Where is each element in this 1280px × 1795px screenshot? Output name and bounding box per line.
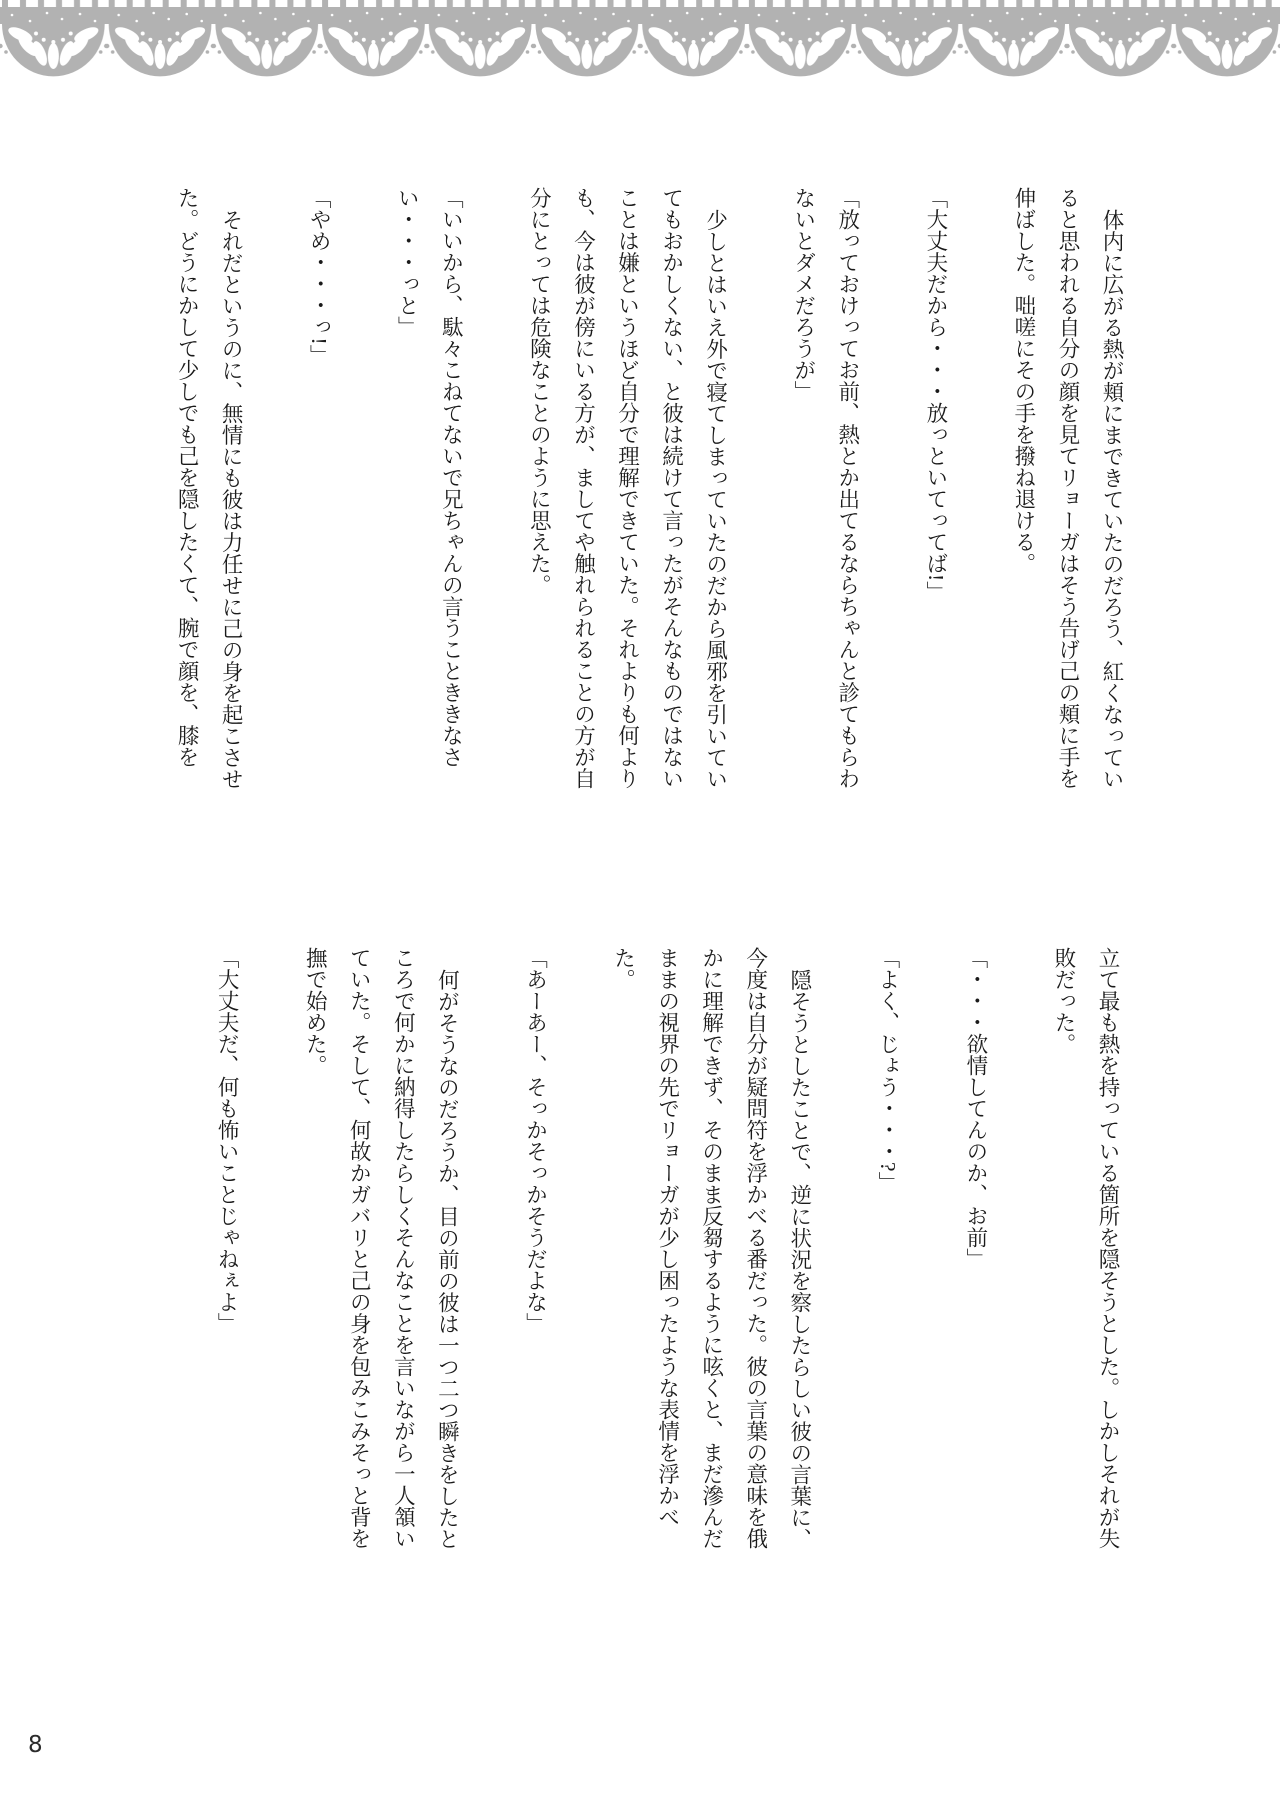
paragraph-dialogue: 「いいから、駄々こねてないで兄ちゃんの言うことききなさい・・・っと」 <box>395 187 464 768</box>
paragraph-dialogue: 「大丈夫だ、何も怖いことじゃねぇよ」 <box>215 947 240 1334</box>
page-number: 8 <box>28 1732 43 1758</box>
upper-text-block <box>165 187 1134 793</box>
lace-border-graphic <box>0 0 1280 80</box>
paragraph-dialogue: 「あーあー、そっかそっかそうだよな」 <box>523 947 548 1334</box>
paragraph-narration: それだというのに、無情にも彼は力任せに己の身を起こさせた。どうにかして少しでも己を隠したくて、腕で顔を、膝を <box>175 187 244 789</box>
paragraph-dialogue: 「・・・欲情してんのか、お前」 <box>963 947 988 1270</box>
paragraph-dialogue: 「大丈夫だから・・・放っといてってば!」 <box>923 187 948 603</box>
paragraph-dialogue: 「よく、じょう・・・?」 <box>875 947 900 1194</box>
paragraph-dialogue: 「放っておけってお前、熱とか出てるならちゃんと診てもらわないとダメだろうが」 <box>791 187 860 789</box>
lower-text-block <box>205 947 1130 1553</box>
lace-border <box>0 0 1280 80</box>
paragraph-narration: 何がそうなのだろうか、目の前の彼は一つ二つ瞬きをしたところで何かに納得したらしくそんなことを言いながら一人頷いていた。そして、何故かガバリと己の身を包みこみそっと背を撫で始めた。 <box>303 947 460 1549</box>
paragraph-dialogue: 「やめ・・・っ!」 <box>307 187 332 367</box>
paragraph-narration: 隠そうとしたことで、逆に状況を察したらしい彼の言葉に、今度は自分が疑問符を浮かべる番だった。彼の言葉の意味を俄かに理解できず、そのまま反芻するように呟くと、まだ滲んだままの視界の先でリョーガが少し困ったような表情を浮かべた。 <box>611 947 812 1549</box>
paragraph-narration: 体内に広がる熱が頬にまできていたのだろう、紅くなっていると思われる自分の顔を見てリョーガはそう告げ己の頬に手を伸ばした。咄嗟にその手を撥ね退ける。 <box>1011 187 1124 789</box>
paragraph-narration: 少しとはいえ外で寝てしまっていたのだから風邪を引いていてもおかしくない、と彼は続けて言ったがそんなものではないことは嫌というほど自分で理解できていた。それよりも何よりも、今は彼が傍にいる方が、ましてや触れられることの方が自分にとっては危険なことのように思えた。 <box>527 187 728 789</box>
paragraph-narration: 立て最も熱を持っている箇所を隠そうとした。しかしそれが失敗だった。 <box>1051 947 1120 1549</box>
